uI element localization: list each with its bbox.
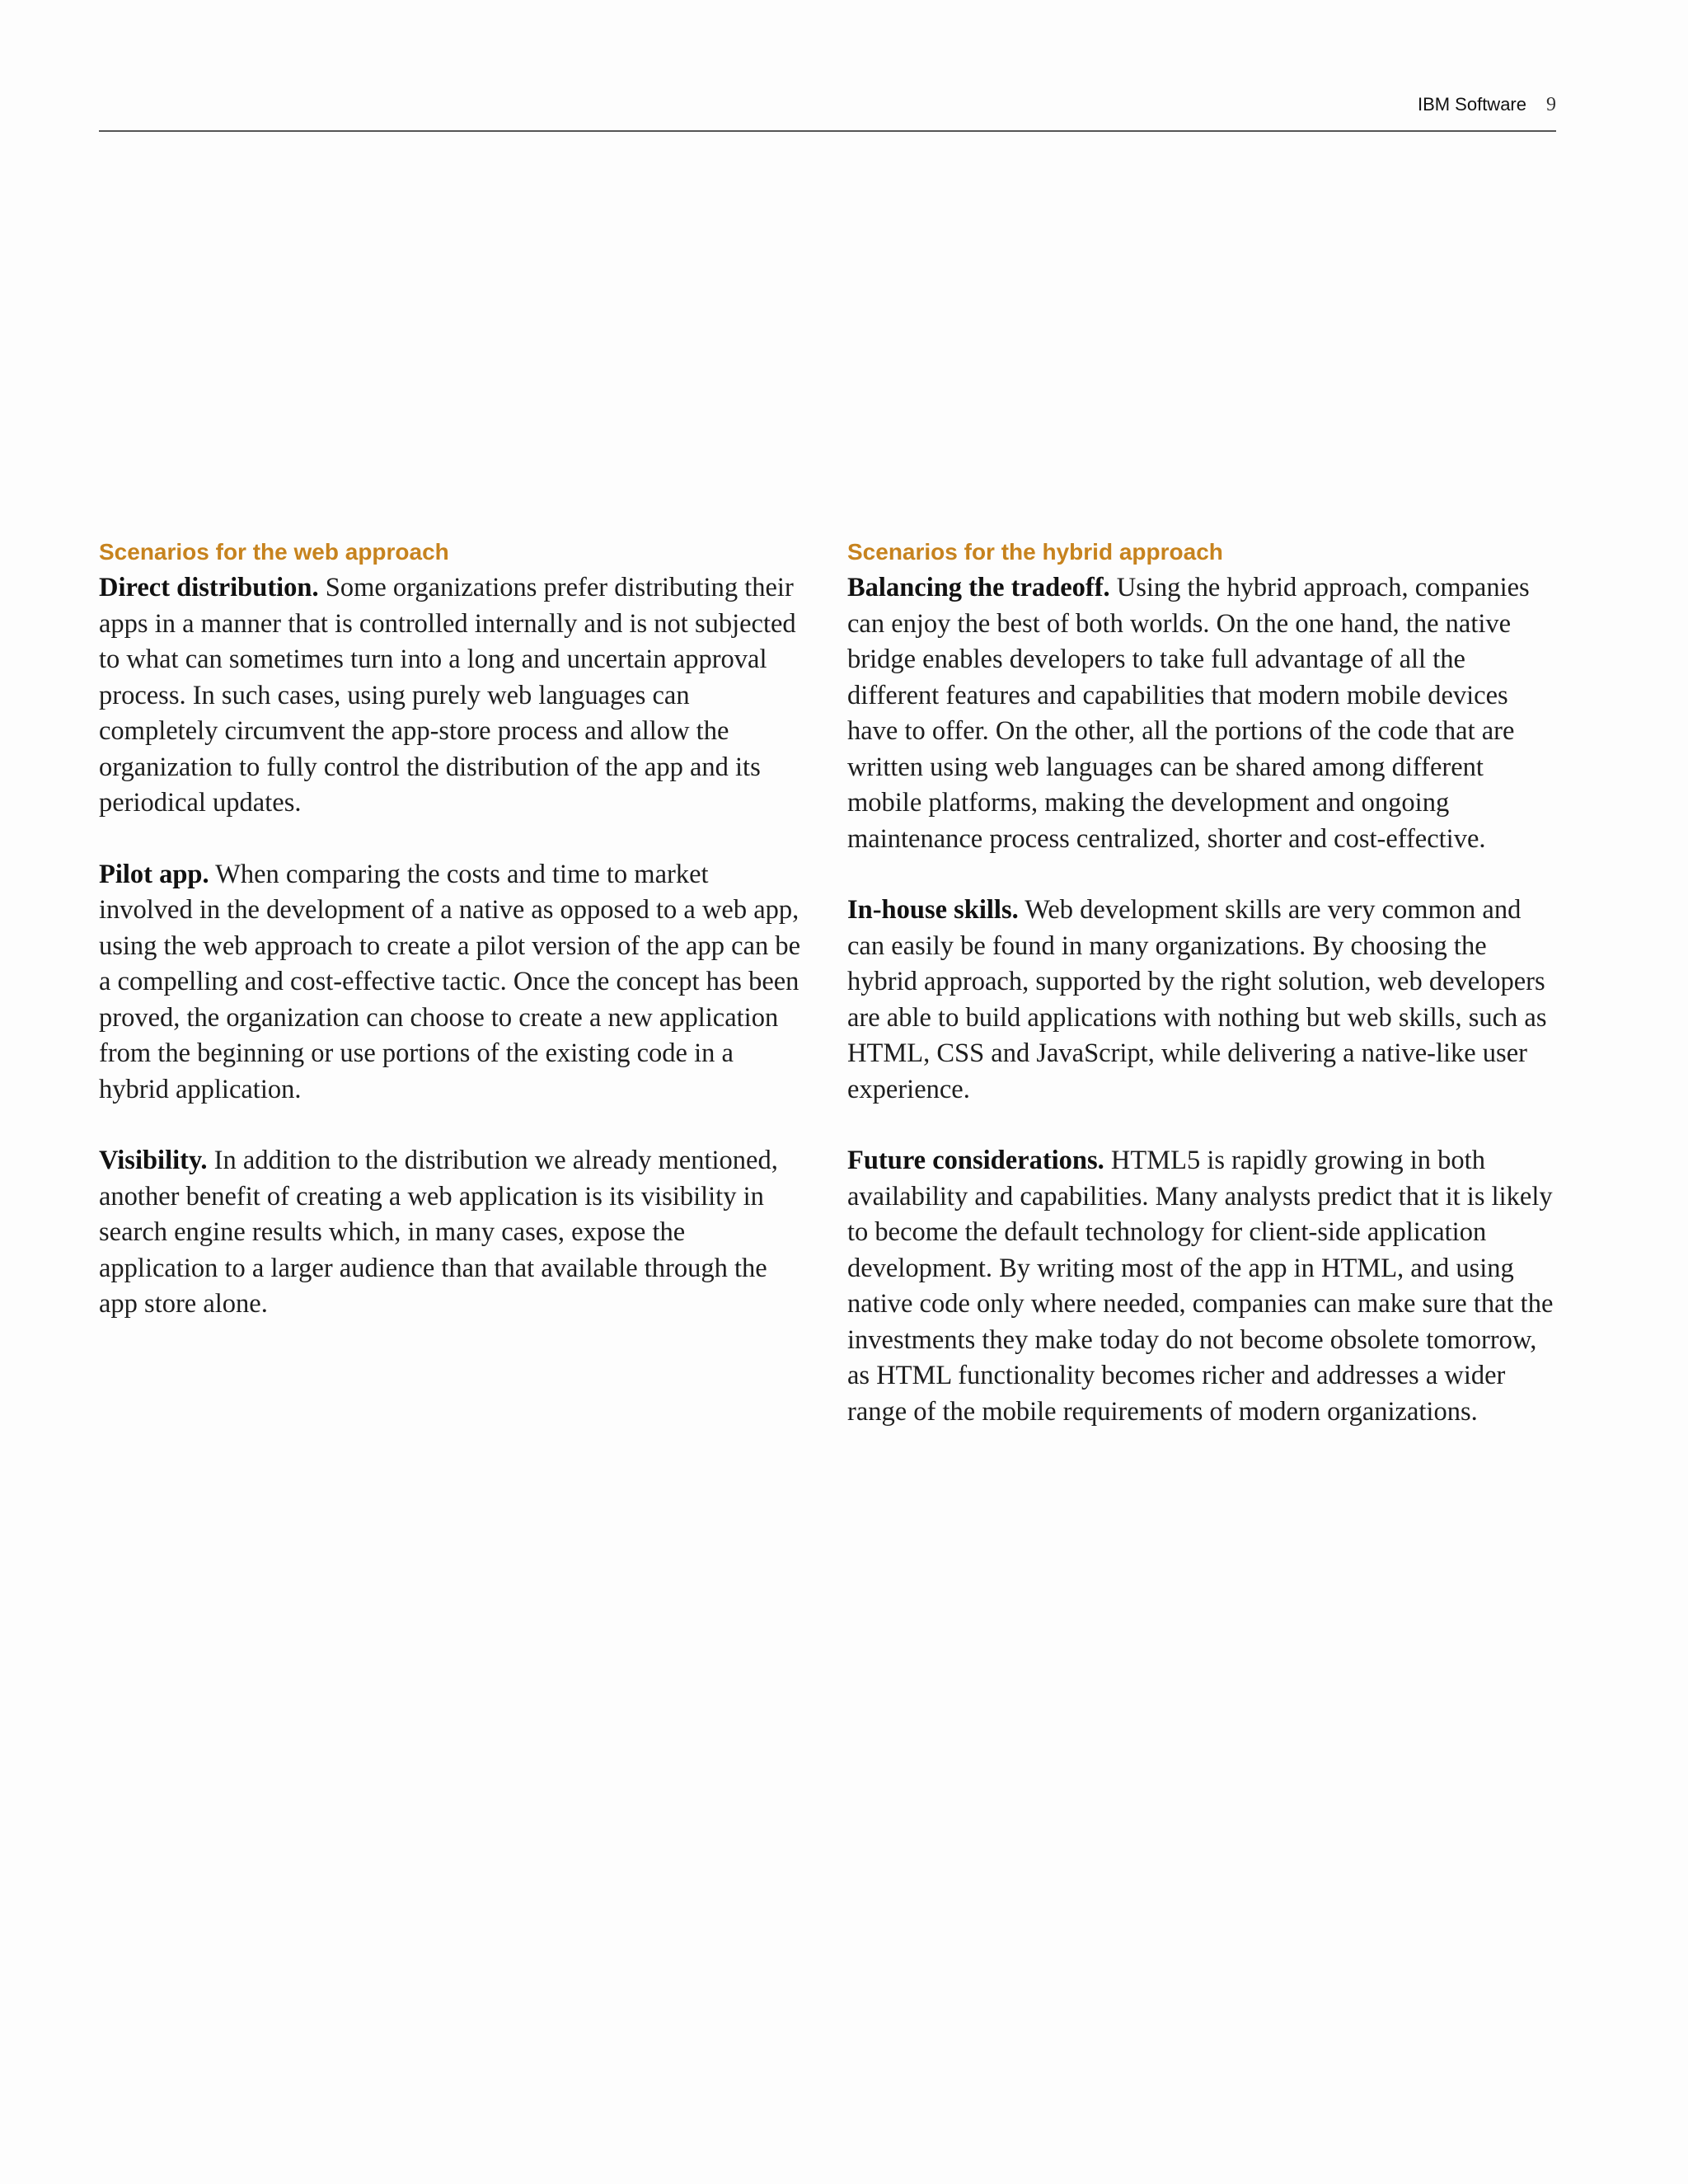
section-text: Web development skills are very common and can easily be found in many organizations. By choosing the hybrid approach, supported by the right solution, web developers are able to build applications with nothing but web skills, such as HTML, CSS and JavaScript, while delivering a native-like user experience. [847, 895, 1547, 1104]
section-in-house-skills [847, 893, 1556, 1108]
section-future-considerations [847, 1143, 1556, 1430]
hybrid-approach-column [847, 537, 1556, 1465]
section-pilot-app [99, 857, 808, 1108]
section-text: Using the hybrid approach, companies can enjoy the best of both worlds. On the one hand, the native bridge enables developers to take full advantage of all the different features and capabilities that modern mobile devices have to offer. On the other, all the portions of the code that are written using web languages can be shared among different mobile platforms, making the development and ongoing maintenance process centralized, shorter and cost-effective. [847, 573, 1530, 854]
section-balancing-tradeoff [847, 570, 1556, 857]
section-visibility [99, 1143, 808, 1323]
hybrid-approach-heading: Scenarios for the hybrid approach [847, 539, 1223, 565]
section-lead: Visibility. [99, 1146, 208, 1175]
section-lead: In-house skills. [847, 895, 1019, 925]
section-text: In addition to the distribution we already mentioned, another benefit of creating a web application is its visibility in search engine results which, in many cases, expose the application to a larger audience than that available through the app store alone. [99, 1146, 778, 1319]
section-lead: Pilot app. [99, 859, 209, 889]
section-lead: Future considerations. [847, 1146, 1104, 1175]
page-header [99, 84, 1556, 132]
section-direct-distribution [99, 570, 808, 822]
web-approach-column [99, 537, 808, 1358]
page-number: 9 [1546, 94, 1556, 115]
brand-label: IBM Software [1417, 94, 1526, 115]
section-text: Some organizations prefer distributing their apps in a manner that is controlled internally and is not subjected to what can sometimes turn into a long and uncertain approval process. In such cases, using purely web languages can completely circumvent the app-store process and allow the organization to fully control the distribution of the app and its periodical updates. [99, 573, 796, 818]
section-lead: Direct distribution. [99, 573, 319, 602]
section-text: When comparing the costs and time to market involved in the development of a native as opposed to a web app, using the web approach to create a pilot version of the app can be a compelling and cost-effective tactic. Once the concept has been proved, the organization can choose to create a new application from the beginning or use portions of the existing code in a hybrid application. [99, 859, 800, 1104]
section-lead: Balancing the tradeoff. [847, 573, 1110, 602]
section-text: HTML5 is rapidly growing in both availability and capabilities. Many analysts predict that it is likely to become the default technology for client-side application development. By writing most of the app in HTML, and using native code only where needed, companies can make sure that the investments they make today do not become obsolete tomorrow, as HTML functionality becomes richer and addresses a wider range of the mobile requirements of modern organizations. [847, 1146, 1554, 1427]
web-approach-heading: Scenarios for the web approach [99, 539, 449, 565]
